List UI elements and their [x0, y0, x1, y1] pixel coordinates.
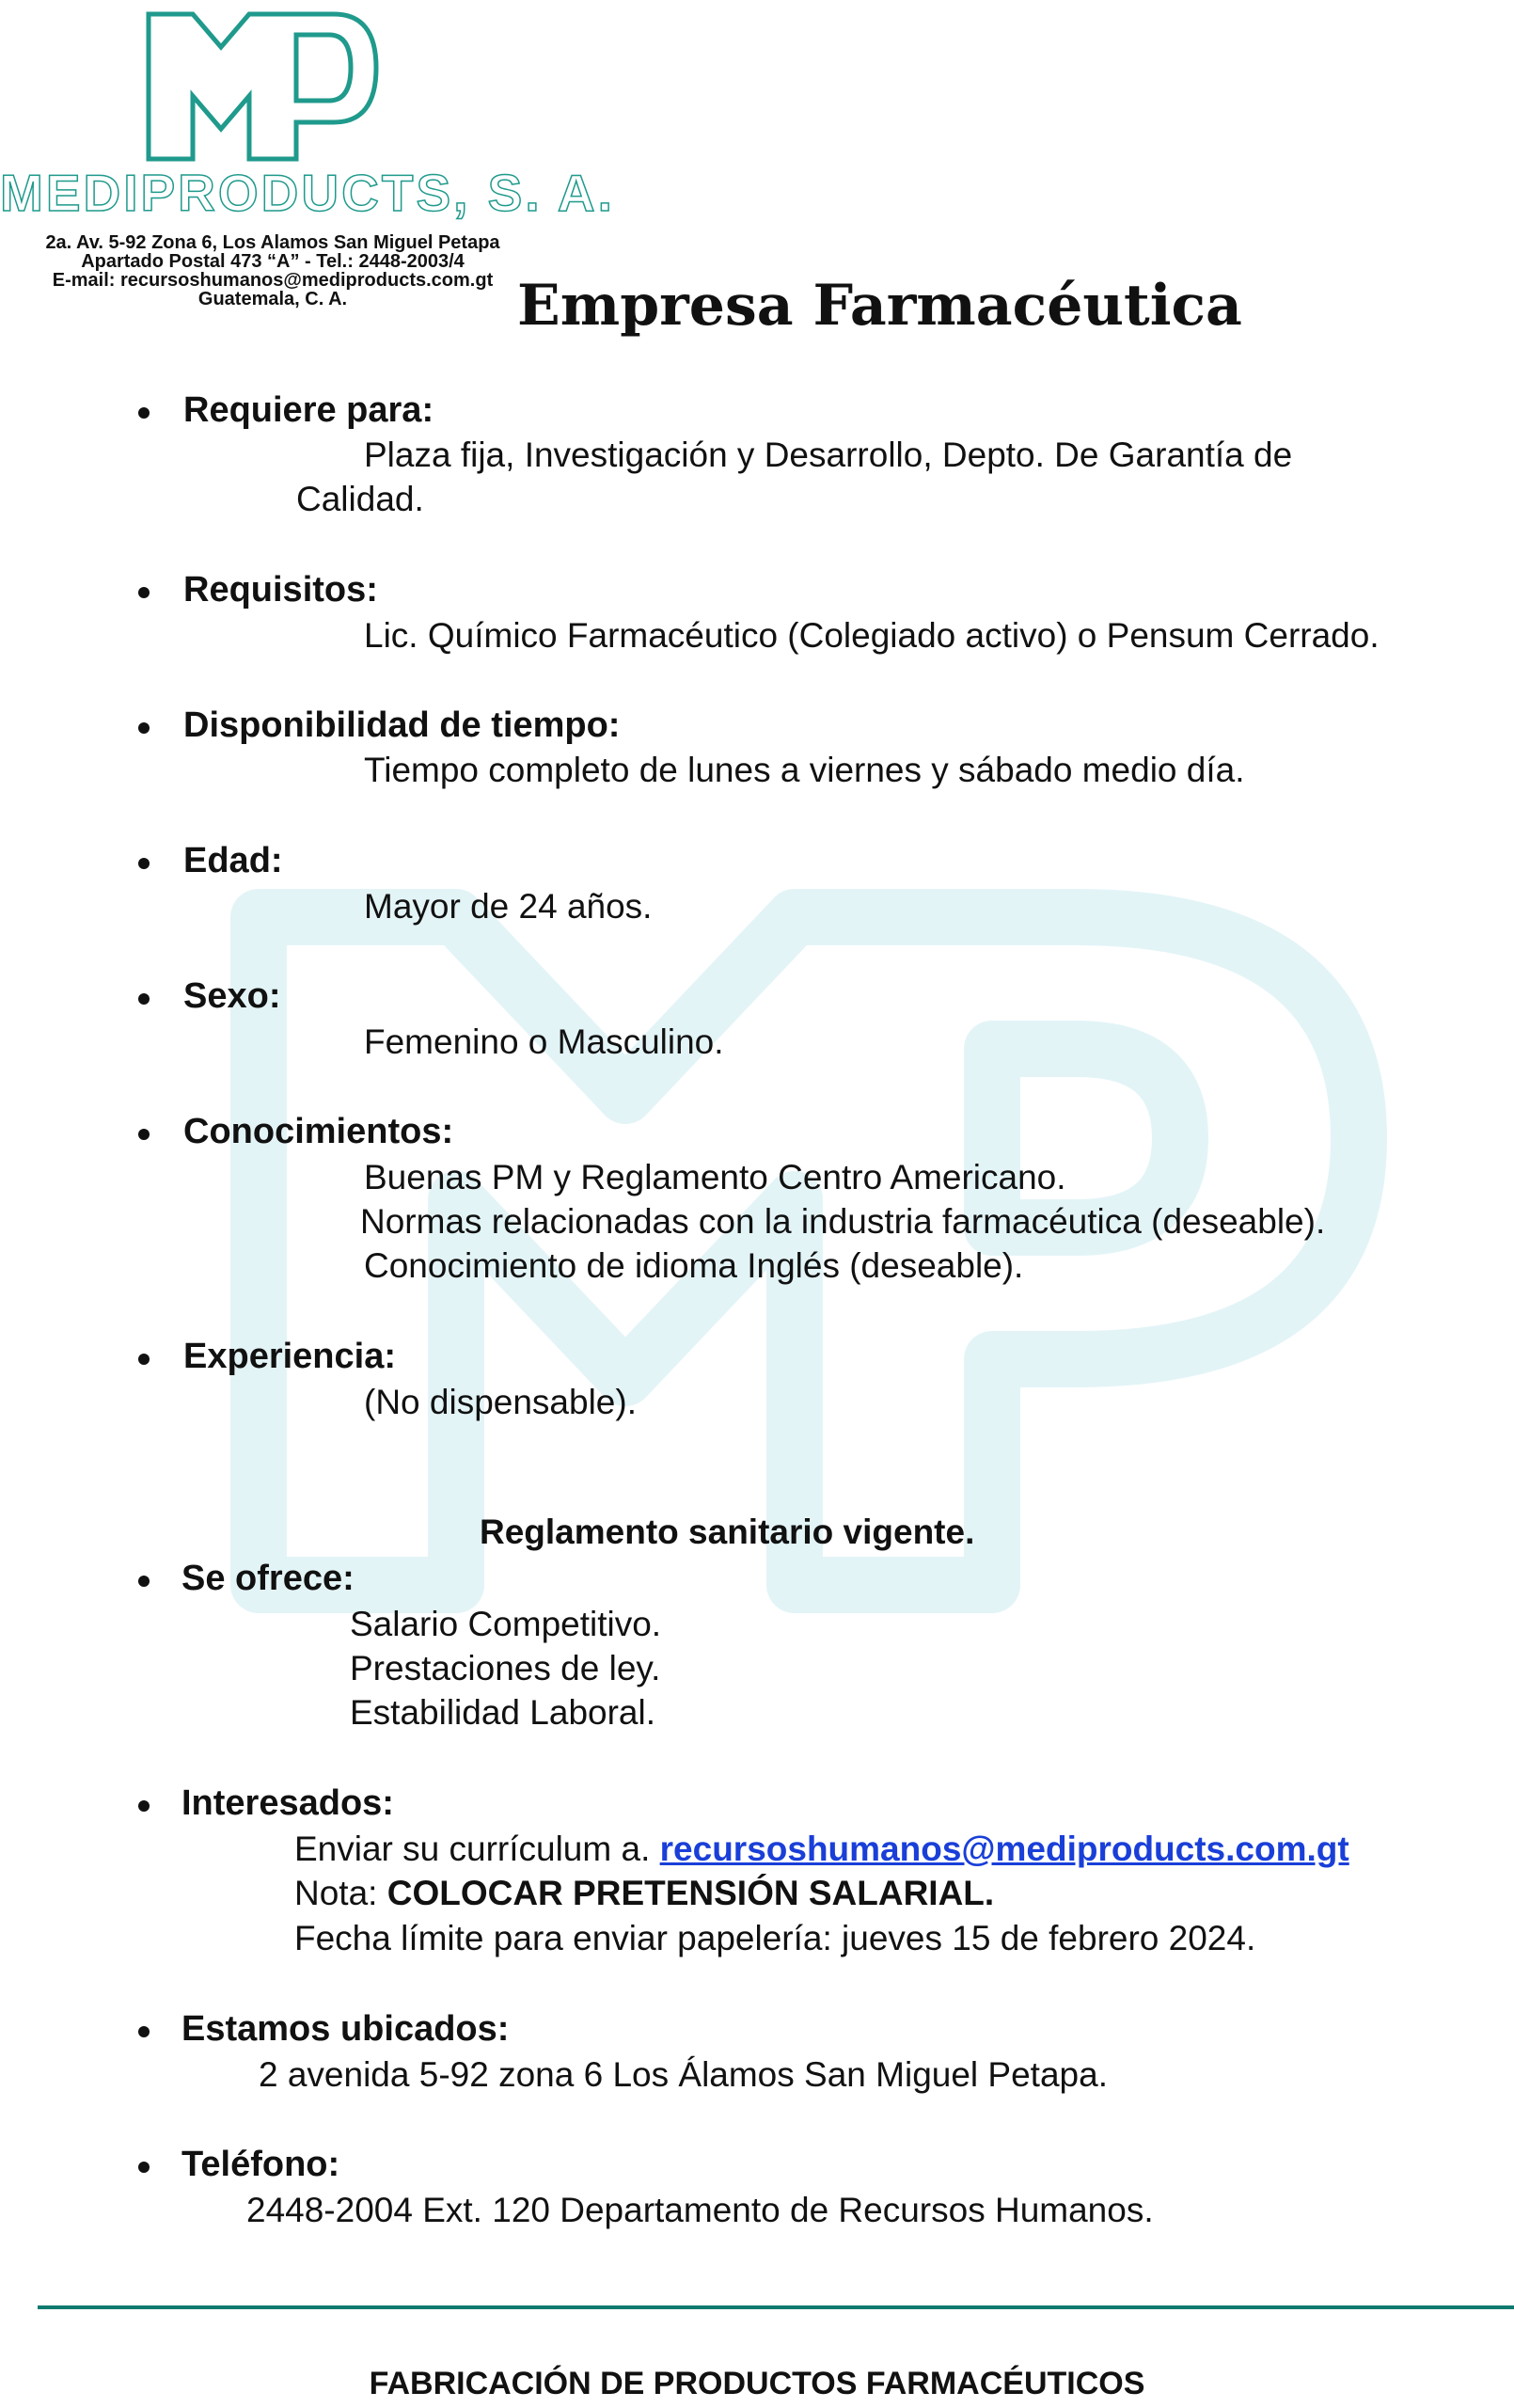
footer-divider: [38, 2305, 1514, 2309]
note-text: COLOCAR PRETENSIÓN SALARIAL.: [386, 1874, 995, 1912]
bullet: [136, 579, 155, 598]
requiere-line: Plaza fija, Investigación y Desarrollo, Depto. De Garantía de: [364, 436, 1293, 474]
bullet: [136, 400, 155, 419]
requiere-line: Calidad.: [296, 480, 424, 518]
heading-experiencia: Experiencia:: [183, 1337, 396, 1376]
ubicados-line: 2 avenida 5-92 zona 6 Los Álamos San Miguel Petapa.: [259, 2055, 1108, 2094]
address-line: 2a. Av. 5-92 Zona 6, Los Alamos San Miguel Petapa: [45, 232, 500, 253]
ofrece-line: Estabilidad Laboral.: [350, 1693, 655, 1732]
ofrece-line: Prestaciones de ley.: [350, 1649, 661, 1687]
requisitos-line: Lic. Químico Farmacéutico (Colegiado activo) o Pensum Cerrado.: [364, 616, 1380, 655]
bullet: [136, 850, 155, 869]
heading-edad: Edad:: [183, 841, 283, 880]
bullet: [136, 1793, 155, 1812]
email-link[interactable]: recursoshumanos@mediproducts.com.gt: [659, 1830, 1349, 1868]
address-line: E-mail: recursoshumanos@mediproducts.com.gt: [52, 270, 494, 291]
conocimientos-line: Normas relacionadas con la industria farmacéutica (deseable).: [360, 1202, 1326, 1241]
bullet: [136, 715, 155, 734]
bullet: [136, 2019, 155, 2037]
heading-disponibilidad: Disponibilidad de tiempo:: [183, 705, 621, 745]
conocimientos-line: Conocimiento de idioma Inglés (deseable).: [364, 1246, 1024, 1285]
page-title: Empresa Farmacéutica: [517, 273, 1242, 339]
heading-requisitos: Requisitos:: [183, 570, 378, 610]
company-logo: [146, 11, 381, 162]
footer-text: FABRICACIÓN DE PRODUCTOS FARMACÉUTICOS: [369, 2366, 1145, 2401]
sexo-line: Femenino o Masculino.: [364, 1022, 724, 1061]
heading-conocimientos: Conocimientos:: [183, 1112, 454, 1151]
heading-requiere: Requiere para:: [183, 390, 434, 430]
heading-sexo: Sexo:: [183, 976, 281, 1016]
company-name: MEDIPRODUCTS, S. A.: [0, 164, 615, 222]
send-prefix: Enviar su currículum a.: [294, 1830, 660, 1868]
heading-ofrece: Se ofrece:: [181, 1559, 355, 1598]
telefono-line: 2448-2004 Ext. 120 Departamento de Recursos Humanos.: [246, 2191, 1154, 2229]
edad-line: Mayor de 24 años.: [364, 887, 653, 926]
note-prefix: Nota:: [294, 1874, 387, 1912]
heading-ubicados: Estamos ubicados:: [181, 2009, 510, 2049]
reglamento-heading: Reglamento sanitario vigente.: [480, 1513, 975, 1551]
address-line: Apartado Postal 473 “A” - Tel.: 2448-2003/4: [81, 251, 465, 272]
interesados-send-line: [294, 1830, 1349, 1869]
heading-interesados: Interesados:: [181, 1783, 394, 1823]
disponibilidad-line: Tiempo completo de lunes a viernes y sábado medio día.: [364, 751, 1245, 789]
bullet: [136, 1346, 155, 1365]
bullet: [136, 2154, 155, 2173]
ofrece-line: Salario Competitivo.: [350, 1605, 662, 1643]
address-line: Guatemala, C. A.: [197, 289, 348, 309]
deadline-line: Fecha límite para enviar papelería: jueves 15 de febrero 2024.: [294, 1919, 1256, 1957]
interesados-note-line: [294, 1874, 994, 1913]
bullet: [136, 986, 155, 1005]
bullet: [136, 1568, 155, 1587]
experiencia-line: (No dispensable).: [364, 1383, 637, 1421]
conocimientos-line: Buenas PM y Reglamento Centro Americano.: [364, 1158, 1066, 1196]
bullet: [136, 1121, 155, 1140]
heading-telefono: Teléfono:: [181, 2145, 340, 2184]
